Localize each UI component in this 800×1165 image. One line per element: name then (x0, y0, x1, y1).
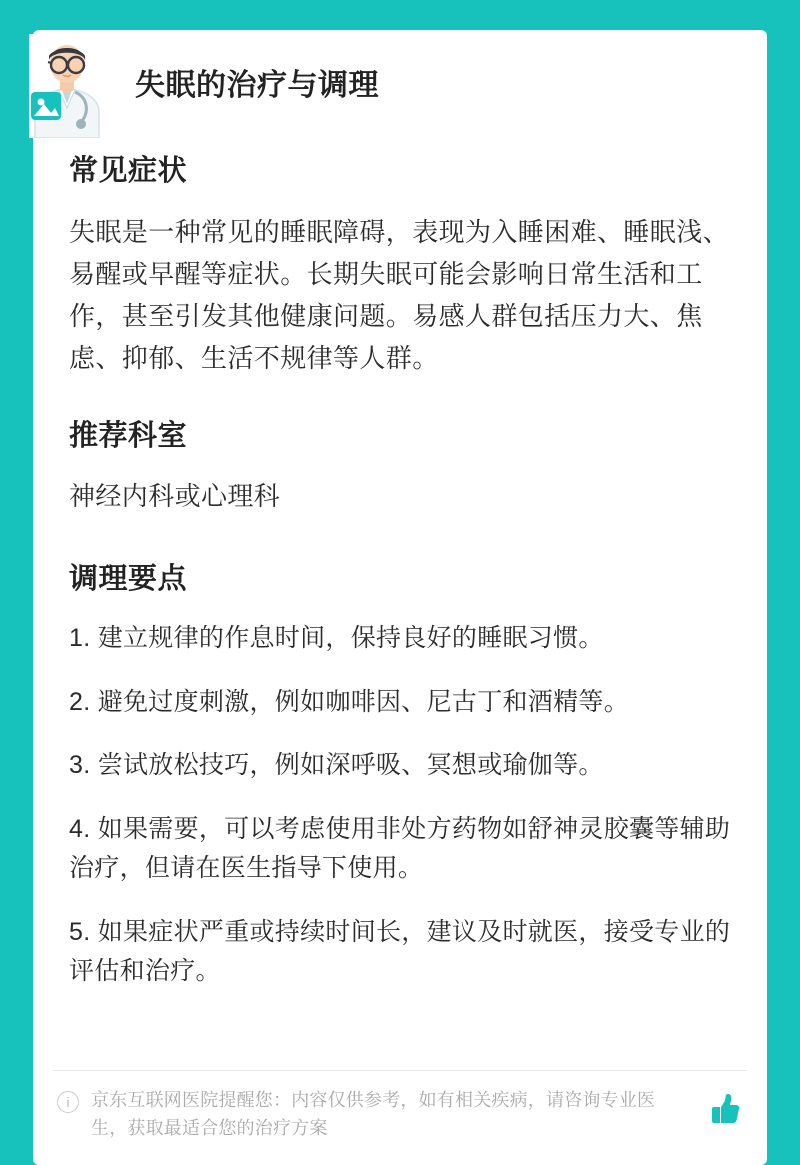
list-item: 2. 避免过度刺激，例如咖啡因、尼古丁和酒精等。 (69, 687, 629, 716)
article-card (33, 30, 767, 1165)
section-heading-tips: 调理要点 (69, 563, 188, 596)
section-heading-department: 推荐科室 (69, 420, 188, 453)
list-item: 1. 建立规律的作息时间，保持良好的睡眠习惯。 (69, 624, 604, 653)
page-title: 失眠的治疗与调理 (135, 69, 379, 102)
disclaimer-text: 京东互联网医院提醒您：内容仅供参考，如有相关疾病，请咨询专业医生，获取最适合您的治疗方案 (91, 1090, 656, 1139)
section-text-symptoms: 失眠是一种常见的睡眠障碍，表现为入睡困难、睡眠浅、易醒或早醒等症状。长期失眠可能会影响日常生活和工作，甚至引发其他健康问题。易感人群包括压力大、焦虑、抑郁、生活不规律等人群。 (69, 217, 730, 374)
footer-disclaimer-bar (53, 1070, 747, 1165)
list-item: 3. 尝试放松技巧，例如深呼吸、冥想或瑜伽等。 (69, 751, 604, 780)
tips-list (69, 619, 731, 992)
section-text-department: 神经内科或心理科 (69, 481, 281, 512)
list-item: 5. 如果症状严重或持续时间长，建议及时就医，接受专业的评估和治疗。 (69, 917, 731, 986)
thumbs-up-icon[interactable] (703, 1089, 743, 1134)
list-item: 4. 如果需要，可以考虑使用非处方药物如舒神灵胶囊等辅助治疗，但请在医生指导下使用。 (69, 814, 731, 883)
article-body (33, 30, 767, 1056)
info-icon: i (57, 1091, 79, 1113)
section-heading-symptoms: 常见症状 (69, 155, 188, 187)
